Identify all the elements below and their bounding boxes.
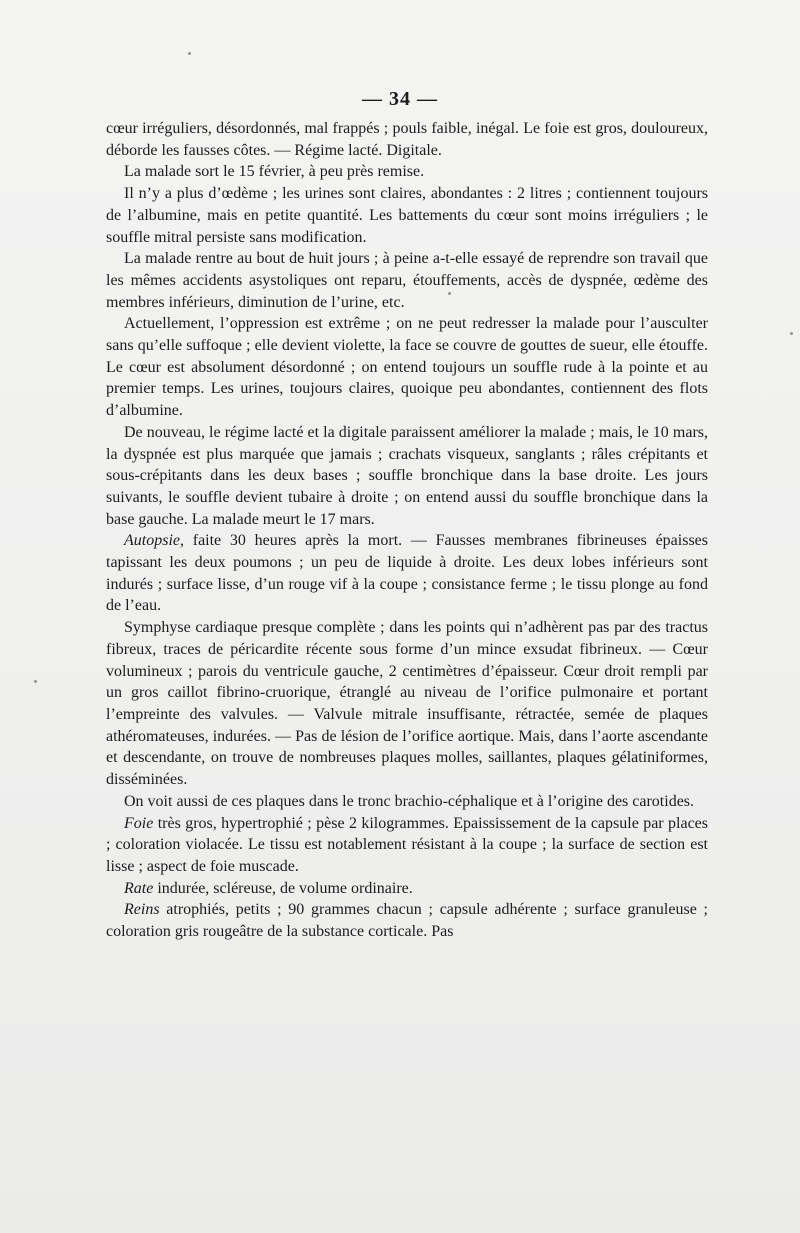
paragraph-symphyse: Symphyse cardiaque presque complète ; dans les points qui n’adhèrent pas par des tractus fibreux, traces de péricardite récente sous forme d’un mince exsudat fibrineux. — Cœur volumineux ; parois du ventricule gauche, 2 centimètres d’épaisseur. Cœur droit rempli par un gros caillot fibrino-cruorique, étranglé au niveau de l’orifice pulmonaire et portant l’empreinte des valvules. — Valvule mitrale insuffisante, rétractée, semée de plaques athéromateuses, indurées. — Pas de lésion de l’orifice aortique. Mais, dans l’aorte ascendante et descendante, on trouve de nombreuses plaques molles, saillantes, plaques gélatiniformes, disséminées.: [106, 619, 708, 789]
paragraph-1: cœur irréguliers, désordonnés, mal frappés ; pouls faible, inégal. Le foie est gros, douloureux, déborde les fausses côtes. — Régime lacté. Digitale.: [106, 120, 708, 159]
paragraph-reins: Reins atrophiés, petits ; 90 grammes chacun ; capsule adhérente ; surface granuleuse ; coloration gris rougeâtre de la substance corticale. Pas: [106, 901, 708, 941]
paragraph-5: Actuellement, l’oppression est extrême ; on ne peut redresser la malade pour l’ausculter sans qu’elle suffoque ; elle devient violette, la face se couvre de gouttes de sueur, elle étouffe. Le cœur est absolument désordonné ; on entend toujours un souffle rude à la pointe et au premier temps. Les urines, toujours claires, quoique peu abondantes, contiennent des flots d’albumine.: [106, 315, 708, 420]
paragraph-2: La malade sort le 15 février, à peu près remise.: [124, 163, 425, 181]
paper-speck: [188, 52, 191, 55]
paragraph-foie: Foie très gros, hypertrophié ; pèse 2 kilogrammes. Epaississement de la capsule par places ; coloration violacée. Le tissu est notablement résistant à la coupe ; la surface de section est lisse ; aspect de foie muscade.: [106, 814, 708, 875]
paragraph-4: La malade rentre au bout de huit jours ; à peine a-t-elle essayé de reprendre son travail que les mêmes accidents asystoliques ont reparu, étouffements, accès de dyspnée, œdème des membres inférieurs, diminution de l’urine, etc.: [106, 250, 708, 311]
paragraph-6: De nouveau, le régime lacté et la digitale paraissent améliorer la malade ; mais, le 10 mars, la dyspnée est plus marquée que jamais ; crachats visqueux, sanglants ; râles crépitants et sous-crépitants dans les deux bases ; souffle bronchique dans la base droite. Les jours suivants, le souffle devient tubaire à droite ; on entend aussi du souffle bronchique dans la base gauche. La malade meurt le 17 mars.: [106, 423, 708, 528]
body-text: [106, 118, 708, 943]
paragraph-autopsie: Autopsie, faite 30 heures après la mort. — Fausses membranes fibrineuses épaisses tapissant les deux poumons ; un peu de liquide à droite. Les deux lobes inférieurs sont indurés ; surface lisse, d’un rouge vif à la coupe ; consistance ferme ; le tissu plonge au fond de l’eau.: [106, 532, 708, 615]
page-number: — 34 —: [362, 88, 438, 110]
paragraph-rate: Rate indurée, scléreuse, de volume ordinaire.: [124, 879, 413, 897]
paragraph-3: Il n’y a plus d’œdème ; les urines sont claires, abondantes : 2 litres ; contiennent toujours de l’albumine, mais en petite quantité. Les battements du cœur sont moins irréguliers ; le souffle mitral persiste sans modification.: [106, 185, 708, 246]
lead-word: Foie: [124, 814, 154, 832]
paper-speck: [448, 292, 451, 295]
paragraph-plaques: On voit aussi de ces plaques dans le tronc brachio-céphalique et à l’origine des carotides.: [124, 792, 695, 810]
lead-word: Reins: [124, 901, 160, 919]
paper-speck: [790, 332, 793, 335]
lead-word: Autopsie: [124, 532, 180, 550]
paper-speck: [34, 680, 37, 683]
lead-word: Rate: [124, 879, 154, 897]
